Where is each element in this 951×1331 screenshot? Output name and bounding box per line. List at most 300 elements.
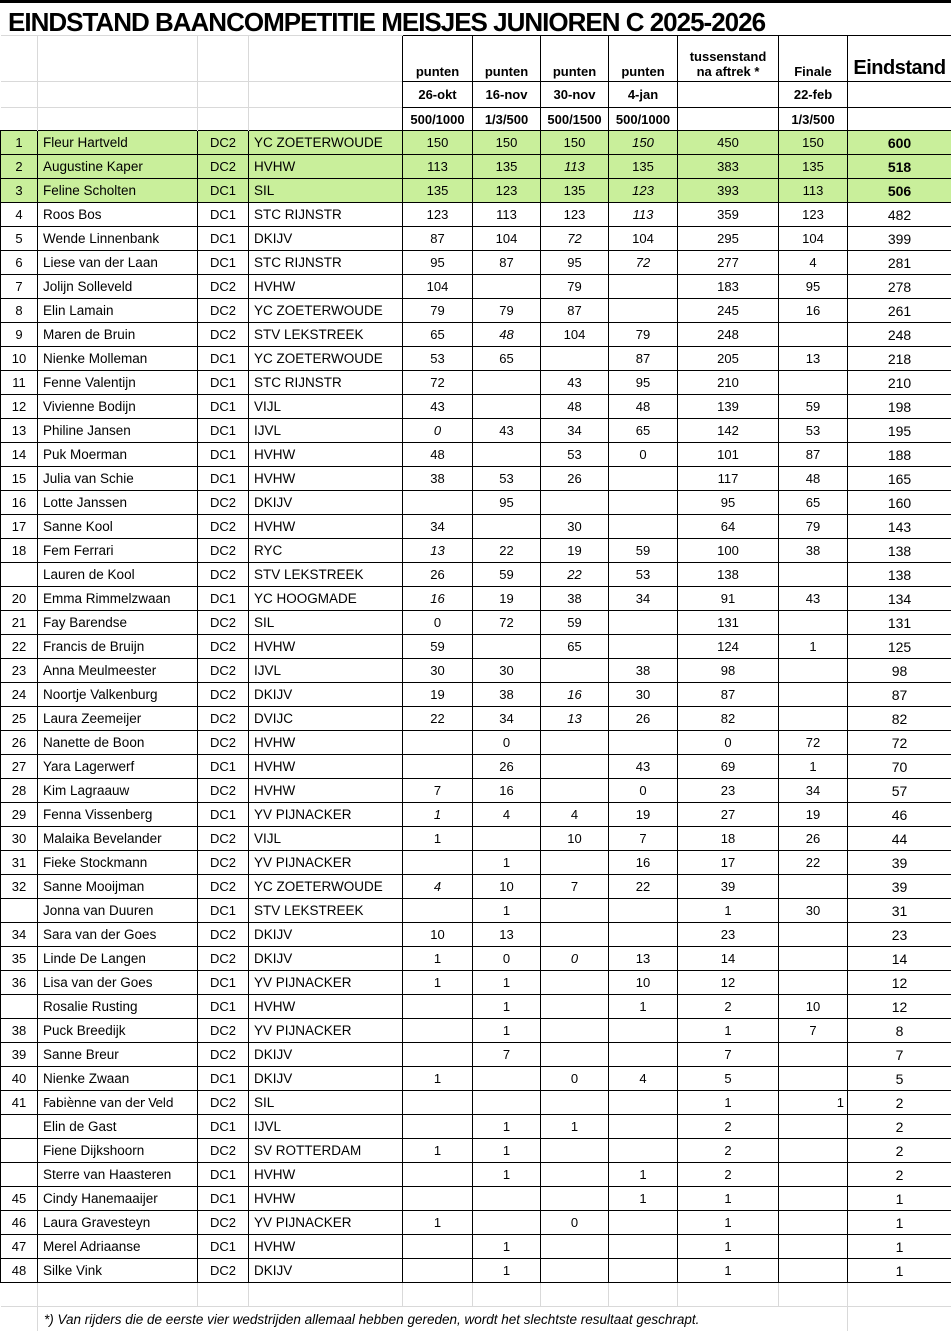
cell-finale: 53 (779, 419, 848, 443)
table-row (1, 251, 951, 275)
cell-subtotal: 18 (678, 827, 779, 851)
table-row (1, 203, 951, 227)
header-cell-empty (198, 108, 249, 131)
cell-club: HVHW (249, 1187, 403, 1211)
cell-name: Puck Breedijk (38, 1019, 198, 1043)
cell-rank: 3 (1, 179, 38, 203)
cell-points-2 (473, 515, 541, 539)
cell-subtotal: 95 (678, 491, 779, 515)
cell-name: Augustine Kaper (38, 155, 198, 179)
cell-club: HVHW (249, 443, 403, 467)
cell-name: Sanne Kool (38, 515, 198, 539)
cell-rank: 1 (1, 131, 38, 155)
cell-subtotal: 2 (678, 1163, 779, 1187)
cell-club: DVIJC (249, 707, 403, 731)
cell-points-1: 123 (403, 203, 473, 227)
cell-name: Lauren de Kool (38, 563, 198, 587)
cell-name: Sterre van Haasteren (38, 1163, 198, 1187)
cell-points-2: 150 (473, 131, 541, 155)
cell-points-4: 65 (609, 419, 678, 443)
cell-points-3: 72 (541, 227, 609, 251)
cell-subtotal: 1 (678, 1235, 779, 1259)
cell-category: DC2 (198, 299, 249, 323)
cell-finale (779, 1139, 848, 1163)
cell-club: HVHW (249, 1163, 403, 1187)
cell-points-4: 43 (609, 755, 678, 779)
cell-club: YV PIJNACKER (249, 851, 403, 875)
cell-club: YV PIJNACKER (249, 1211, 403, 1235)
cell-category: DC2 (198, 779, 249, 803)
cell-club: HVHW (249, 755, 403, 779)
header-date-4: 4-jan (609, 82, 678, 108)
cell-points-4: 38 (609, 659, 678, 683)
cell-category: DC2 (198, 1259, 249, 1283)
cell-rank: 29 (1, 803, 38, 827)
cell-points-1: 1 (403, 827, 473, 851)
header-ratio-4: 500/1000 (609, 108, 678, 131)
cell-points-4 (609, 1235, 678, 1259)
table-row (1, 731, 951, 755)
cell-club: SIL (249, 611, 403, 635)
cell-rank: 30 (1, 827, 38, 851)
cell-club: DKIJV (249, 1067, 403, 1091)
cell-points-3: 38 (541, 587, 609, 611)
cell-points-3: 26 (541, 467, 609, 491)
cell-eindstand: 46 (848, 803, 951, 827)
cell-category: DC2 (198, 827, 249, 851)
cell-finale: 38 (779, 539, 848, 563)
header-finale-ratio: 1/3/500 (779, 108, 848, 131)
cell-eindstand: 210 (848, 371, 951, 395)
cell-points-4: 1 (609, 995, 678, 1019)
spacer-row (1, 1283, 951, 1307)
cell-eindstand: 131 (848, 611, 951, 635)
cell-points-1: 0 (403, 611, 473, 635)
cell-category: DC2 (198, 1043, 249, 1067)
cell-club: IJVL (249, 419, 403, 443)
header-cell-empty (38, 108, 198, 131)
cell-rank: 12 (1, 395, 38, 419)
header-cell-empty (1, 82, 38, 108)
cell-eindstand: 39 (848, 851, 951, 875)
cell-finale: 123 (779, 203, 848, 227)
cell-points-4 (609, 1043, 678, 1067)
cell-rank: 7 (1, 275, 38, 299)
table-row (1, 1115, 951, 1139)
table-row (1, 347, 951, 371)
cell-finale: 1 (779, 755, 848, 779)
header-cell-empty (198, 36, 249, 82)
spacer-cell (38, 1283, 198, 1307)
header-row-dates (1, 82, 951, 108)
cell-points-2: 1 (473, 1115, 541, 1139)
cell-rank: 45 (1, 1187, 38, 1211)
cell-category: DC2 (198, 323, 249, 347)
header-cell-empty (38, 82, 198, 108)
cell-name: Sanne Breur (38, 1043, 198, 1067)
cell-points-2: 65 (473, 347, 541, 371)
cell-category: DC2 (198, 611, 249, 635)
cell-eindstand: 278 (848, 275, 951, 299)
cell-club: DKIJV (249, 947, 403, 971)
cell-eindstand: 7 (848, 1043, 951, 1067)
spacer-cell (609, 1283, 678, 1307)
cell-category: DC2 (198, 539, 249, 563)
cell-subtotal: 245 (678, 299, 779, 323)
cell-points-3 (541, 347, 609, 371)
cell-points-4: 0 (609, 779, 678, 803)
cell-club: DKIJV (249, 923, 403, 947)
cell-subtotal: 131 (678, 611, 779, 635)
cell-points-1: 65 (403, 323, 473, 347)
table-row (1, 563, 951, 587)
cell-club: STV LEKSTREEK (249, 563, 403, 587)
cell-points-4 (609, 1091, 678, 1115)
cell-rank: 46 (1, 1211, 38, 1235)
cell-rank: 18 (1, 539, 38, 563)
cell-club: YC HOOGMADE (249, 587, 403, 611)
table-row (1, 131, 951, 155)
table-row (1, 491, 951, 515)
cell-subtotal: 277 (678, 251, 779, 275)
cell-points-1: 59 (403, 635, 473, 659)
cell-points-3: 113 (541, 155, 609, 179)
cell-rank: 28 (1, 779, 38, 803)
cell-subtotal: 142 (678, 419, 779, 443)
header-ratio-3: 500/1500 (541, 108, 609, 131)
cell-rank: 5 (1, 227, 38, 251)
cell-category: DC1 (198, 179, 249, 203)
table-row (1, 275, 951, 299)
footnote-empty-cell (848, 1307, 951, 1331)
table-header (1, 36, 951, 131)
cell-points-4: 30 (609, 683, 678, 707)
cell-name: Malaika Bevelander (38, 827, 198, 851)
table-footer (1, 1283, 951, 1331)
header-cell-empty (1, 108, 38, 131)
cell-name: Emma Rimmelzwaan (38, 587, 198, 611)
cell-points-4: 19 (609, 803, 678, 827)
cell-name: Sara van der Goes (38, 923, 198, 947)
cell-rank: 36 (1, 971, 38, 995)
cell-subtotal: 91 (678, 587, 779, 611)
cell-rank (1, 1163, 38, 1187)
table-row (1, 779, 951, 803)
cell-rank: 15 (1, 467, 38, 491)
cell-finale: 22 (779, 851, 848, 875)
cell-rank: 4 (1, 203, 38, 227)
table-row (1, 467, 951, 491)
cell-points-4: 4 (609, 1067, 678, 1091)
cell-points-4 (609, 635, 678, 659)
cell-subtotal: 39 (678, 875, 779, 899)
header-cell-empty (678, 82, 779, 108)
cell-subtotal: 2 (678, 1115, 779, 1139)
cell-rank (1, 995, 38, 1019)
cell-subtotal: 2 (678, 1139, 779, 1163)
table-row (1, 1091, 951, 1115)
footnote-empty-cell (1, 1307, 38, 1331)
table-row (1, 851, 951, 875)
cell-name: Julia van Schie (38, 467, 198, 491)
cell-rank: 34 (1, 923, 38, 947)
cell-points-1: 104 (403, 275, 473, 299)
cell-points-1 (403, 1091, 473, 1115)
cell-rank (1, 1115, 38, 1139)
cell-points-2 (473, 1187, 541, 1211)
cell-club: HVHW (249, 467, 403, 491)
cell-points-3: 4 (541, 803, 609, 827)
cell-points-1 (403, 1259, 473, 1283)
cell-finale (779, 563, 848, 587)
cell-name: Elin de Gast (38, 1115, 198, 1139)
cell-finale: 34 (779, 779, 848, 803)
cell-finale: 95 (779, 275, 848, 299)
cell-category: DC1 (198, 1067, 249, 1091)
cell-points-3: 1 (541, 1115, 609, 1139)
cell-points-3: 53 (541, 443, 609, 467)
cell-category: DC1 (198, 395, 249, 419)
spacer-cell (403, 1283, 473, 1307)
cell-finale (779, 323, 848, 347)
cell-points-3: 123 (541, 203, 609, 227)
cell-finale: 79 (779, 515, 848, 539)
cell-points-2 (473, 371, 541, 395)
table-row (1, 1187, 951, 1211)
table-row (1, 1067, 951, 1091)
cell-club: STC RIJNSTR (249, 203, 403, 227)
cell-eindstand: 57 (848, 779, 951, 803)
cell-points-3 (541, 1139, 609, 1163)
cell-points-2: 13 (473, 923, 541, 947)
table-row (1, 515, 951, 539)
cell-finale (779, 659, 848, 683)
table-row (1, 611, 951, 635)
cell-subtotal: 1 (678, 1091, 779, 1115)
cell-eindstand: 72 (848, 731, 951, 755)
cell-rank: 41 (1, 1091, 38, 1115)
cell-club: SV ROTTERDAM (249, 1139, 403, 1163)
cell-rank: 23 (1, 659, 38, 683)
cell-points-3 (541, 1187, 609, 1211)
cell-eindstand: 248 (848, 323, 951, 347)
cell-points-4 (609, 731, 678, 755)
cell-points-1: 13 (403, 539, 473, 563)
cell-eindstand: 23 (848, 923, 951, 947)
cell-points-1: 1 (403, 1211, 473, 1235)
cell-points-1: 7 (403, 779, 473, 803)
cell-finale: 10 (779, 995, 848, 1019)
cell-rank: 2 (1, 155, 38, 179)
cell-eindstand: 2 (848, 1139, 951, 1163)
cell-points-2: 123 (473, 179, 541, 203)
cell-eindstand: 1 (848, 1259, 951, 1283)
cell-eindstand: 281 (848, 251, 951, 275)
cell-points-3: 65 (541, 635, 609, 659)
cell-points-3: 0 (541, 1211, 609, 1235)
cell-club: SIL (249, 1091, 403, 1115)
cell-subtotal: 295 (678, 227, 779, 251)
cell-rank: 22 (1, 635, 38, 659)
cell-subtotal: 5 (678, 1067, 779, 1091)
cell-club: DKIJV (249, 491, 403, 515)
cell-subtotal: 183 (678, 275, 779, 299)
table-row (1, 1211, 951, 1235)
cell-finale (779, 1163, 848, 1187)
cell-subtotal: 248 (678, 323, 779, 347)
cell-points-1: 1 (403, 947, 473, 971)
cell-subtotal: 450 (678, 131, 779, 155)
header-cell-empty (848, 108, 951, 131)
header-punten-1: punten (403, 36, 473, 82)
cell-points-1: 4 (403, 875, 473, 899)
cell-points-3 (541, 1259, 609, 1283)
cell-points-4 (609, 923, 678, 947)
cell-finale (779, 1211, 848, 1235)
cell-points-4: 95 (609, 371, 678, 395)
cell-subtotal: 101 (678, 443, 779, 467)
cell-points-1: 1 (403, 1139, 473, 1163)
cell-subtotal: 7 (678, 1043, 779, 1067)
cell-rank: 16 (1, 491, 38, 515)
cell-category: DC2 (198, 635, 249, 659)
cell-points-1: 135 (403, 179, 473, 203)
cell-points-2: 10 (473, 875, 541, 899)
header-cell-empty (1, 36, 38, 82)
cell-points-2: 26 (473, 755, 541, 779)
cell-name: Fem Ferrari (38, 539, 198, 563)
cell-eindstand: 14 (848, 947, 951, 971)
cell-category: DC2 (198, 947, 249, 971)
table-row (1, 971, 951, 995)
cell-points-3: 0 (541, 947, 609, 971)
cell-eindstand: 165 (848, 467, 951, 491)
cell-points-4: 104 (609, 227, 678, 251)
cell-points-3: 95 (541, 251, 609, 275)
cell-category: DC1 (198, 371, 249, 395)
cell-category: DC1 (198, 251, 249, 275)
cell-finale (779, 1235, 848, 1259)
cell-name: Francis de Bruijn (38, 635, 198, 659)
cell-points-3 (541, 899, 609, 923)
cell-points-3: 16 (541, 683, 609, 707)
cell-points-1: 72 (403, 371, 473, 395)
cell-club: VIJL (249, 827, 403, 851)
cell-club: HVHW (249, 635, 403, 659)
spacer-cell (678, 1283, 779, 1307)
cell-points-3: 104 (541, 323, 609, 347)
cell-club: STC RIJNSTR (249, 371, 403, 395)
cell-points-2: 1 (473, 1139, 541, 1163)
cell-club: YV PIJNACKER (249, 1019, 403, 1043)
cell-points-3: 135 (541, 179, 609, 203)
cell-category: DC2 (198, 707, 249, 731)
cell-eindstand: 31 (848, 899, 951, 923)
cell-subtotal: 124 (678, 635, 779, 659)
cell-eindstand: 5 (848, 1067, 951, 1091)
cell-eindstand: 82 (848, 707, 951, 731)
cell-eindstand: 70 (848, 755, 951, 779)
spacer-cell (1, 1283, 38, 1307)
cell-category: DC1 (198, 1163, 249, 1187)
cell-name: Fenna Vissenberg (38, 803, 198, 827)
cell-name: Kim Lagraauw (38, 779, 198, 803)
cell-points-3 (541, 851, 609, 875)
cell-club: VIJL (249, 395, 403, 419)
table-row (1, 395, 951, 419)
cell-points-3 (541, 971, 609, 995)
cell-category: DC1 (198, 587, 249, 611)
cell-points-2: 1 (473, 971, 541, 995)
cell-club: STC RIJNSTR (249, 251, 403, 275)
cell-eindstand: 39 (848, 875, 951, 899)
cell-finale (779, 707, 848, 731)
cell-finale: 1 (779, 1091, 848, 1115)
cell-subtotal: 23 (678, 779, 779, 803)
header-eindstand: Eindstand (848, 36, 951, 82)
cell-category: DC1 (198, 1187, 249, 1211)
table-row (1, 827, 951, 851)
cell-points-4 (609, 1259, 678, 1283)
cell-name: Fieke Stockmann (38, 851, 198, 875)
cell-points-1: 22 (403, 707, 473, 731)
cell-category: DC1 (198, 899, 249, 923)
cell-points-4 (609, 299, 678, 323)
cell-subtotal: 87 (678, 683, 779, 707)
cell-name: Maren de Bruin (38, 323, 198, 347)
spacer-cell (249, 1283, 403, 1307)
cell-rank: 20 (1, 587, 38, 611)
header-cell-empty (38, 36, 198, 82)
cell-category: DC2 (198, 851, 249, 875)
cell-points-3: 150 (541, 131, 609, 155)
table-row (1, 899, 951, 923)
cell-finale: 1 (779, 635, 848, 659)
cell-club: HVHW (249, 779, 403, 803)
cell-points-2 (473, 827, 541, 851)
cell-points-2: 7 (473, 1043, 541, 1067)
cell-rank: 25 (1, 707, 38, 731)
header-ratio-1: 500/1000 (403, 108, 473, 131)
cell-points-4: 1 (609, 1187, 678, 1211)
cell-name: Fleur Hartveld (38, 131, 198, 155)
cell-points-2: 1 (473, 1163, 541, 1187)
cell-name: Puk Moerman (38, 443, 198, 467)
cell-points-2: 1 (473, 1235, 541, 1259)
cell-subtotal: 1 (678, 899, 779, 923)
cell-points-2 (473, 443, 541, 467)
cell-club: YV PIJNACKER (249, 971, 403, 995)
cell-name: Cindy Hanemaaijer (38, 1187, 198, 1211)
cell-name: Nienke Molleman (38, 347, 198, 371)
cell-points-2: 38 (473, 683, 541, 707)
cell-points-4: 13 (609, 947, 678, 971)
cell-points-2 (473, 1067, 541, 1091)
cell-name: Philine Jansen (38, 419, 198, 443)
cell-points-4 (609, 515, 678, 539)
cell-category: DC2 (198, 683, 249, 707)
cell-points-1: 16 (403, 587, 473, 611)
cell-points-3 (541, 755, 609, 779)
cell-category: DC1 (198, 803, 249, 827)
cell-eindstand: 44 (848, 827, 951, 851)
table-row (1, 1259, 951, 1283)
table-row (1, 1235, 951, 1259)
cell-club: SIL (249, 179, 403, 203)
cell-category: DC1 (198, 1235, 249, 1259)
cell-finale: 48 (779, 467, 848, 491)
cell-subtotal: 64 (678, 515, 779, 539)
